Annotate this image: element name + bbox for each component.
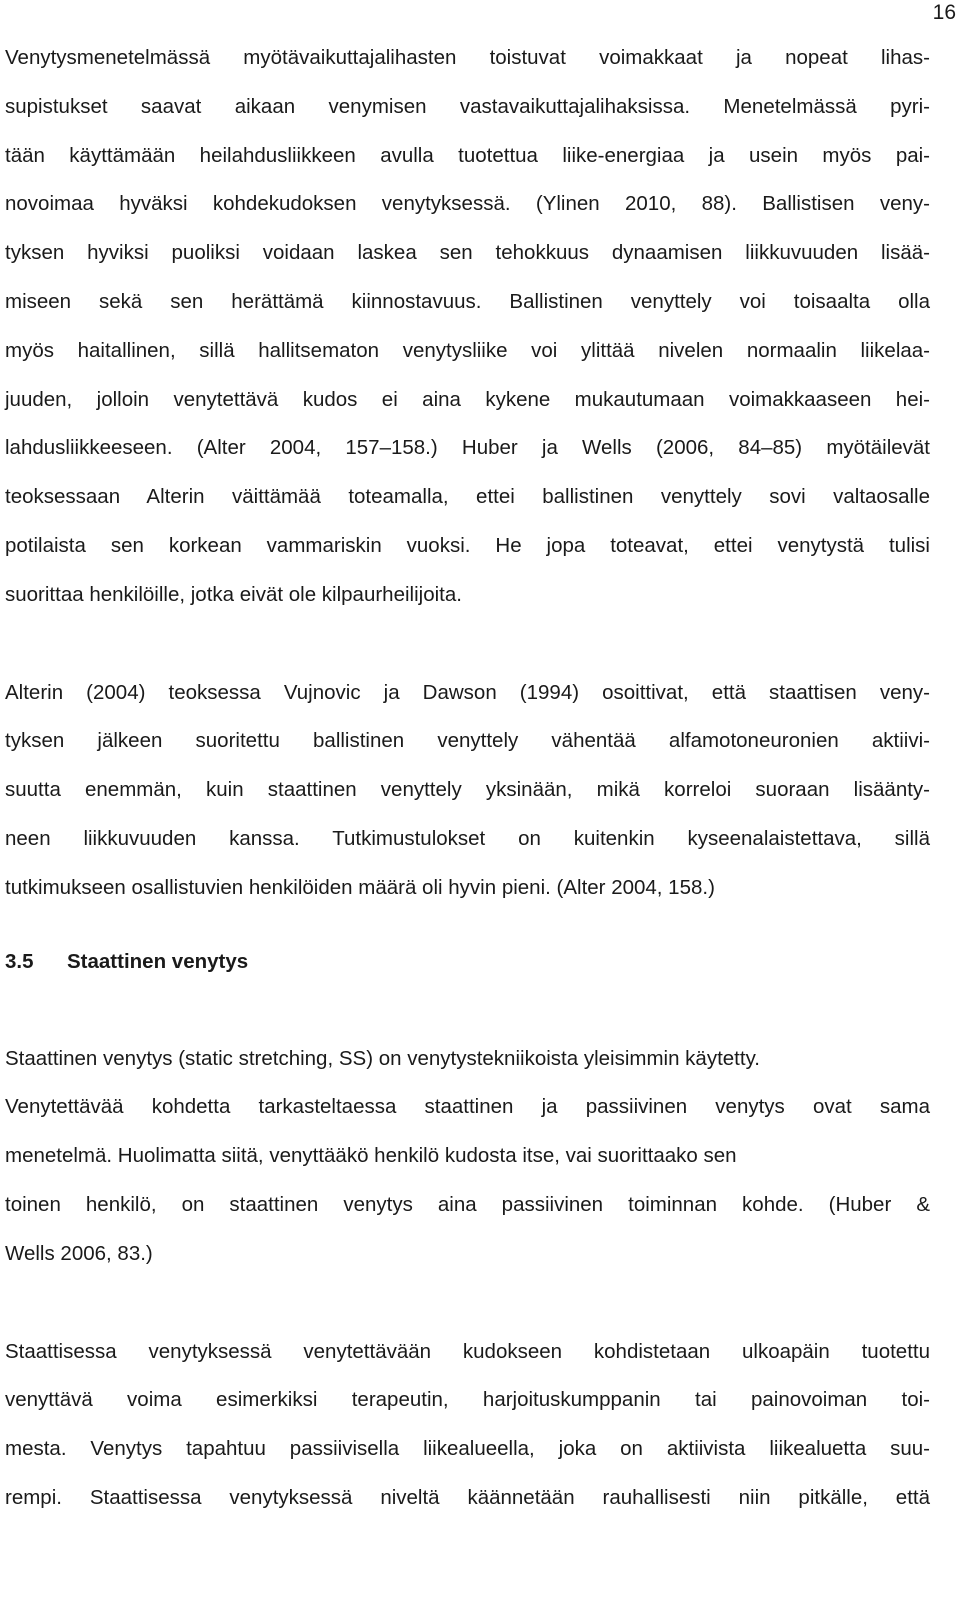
text-line: teoksessaan Alterin väittämää toteamalla, ettei ballistinen venyttely sovi valtaosalle bbox=[5, 485, 930, 509]
text-line: novoimaa hyväksi kohdekudoksen venytyksessä. (Ylinen 2010, 88). Ballistisen veny- bbox=[5, 192, 930, 216]
text-line: venyttävä voima esimerkiksi terapeutin, harjoituskumppanin tai painovoiman toi- bbox=[5, 1388, 930, 1412]
document-body bbox=[5, 43, 930, 1532]
text-line: potilaista sen korkean vammariskin vuoksi. He jopa toteavat, ettei venytystä tulisi bbox=[5, 533, 930, 557]
section-number: 3.5 bbox=[5, 949, 34, 973]
text-line: Staattinen venytys (static stretching, SS) on venytystekniikoista yleisimmin käytetty. bbox=[5, 1046, 760, 1070]
text-line: supistukset saavat aikaan venymisen vastavaikuttajalihaksissa. Menetelmässä pyri- bbox=[5, 94, 930, 118]
page-number: 16 bbox=[932, 1, 956, 24]
text-line: mesta. Venytys tapahtuu passiivisella liikealueella, joka on aktiivista liikealuetta suu- bbox=[5, 1437, 930, 1461]
text-line: tyksen jälkeen suoritettu ballistinen venyttely vähentää alfamotoneuronien aktiivi- bbox=[5, 729, 930, 753]
text-line: Venytettävää kohdetta tarkasteltaessa staattinen ja passiivinen venytys ovat sama bbox=[5, 1095, 930, 1119]
paragraph bbox=[5, 678, 930, 922]
section-heading bbox=[5, 947, 930, 977]
text-line: rempi. Staattisessa venytyksessä niveltä käännetään rauhallisesti niin pitkälle, että bbox=[5, 1485, 930, 1509]
paragraph bbox=[5, 1044, 930, 1288]
text-line: menetelmä. Huolimatta siitä, venyttääkö henkilö kudosta itse, vai suorittaako sen bbox=[5, 1144, 737, 1168]
text-line: lahdusliikkeeseen. (Alter 2004, 157–158.) Huber ja Wells (2006, 84–85) myötäilevät bbox=[5, 436, 930, 460]
text-line: tyksen hyviksi puoliksi voidaan laskea sen tehokkuus dynaamisen liikkuvuuden lisää- bbox=[5, 241, 930, 265]
text-line: Alterin (2004) teoksessa Vujnovic ja Dawson (1994) osoittivat, että staattisen veny- bbox=[5, 680, 930, 704]
text-line: toinen henkilö, on staattinen venytys aina passiivinen toiminnan kohde. (Huber & bbox=[5, 1192, 930, 1216]
text-line: Wells 2006, 83.) bbox=[5, 1241, 153, 1265]
text-line: suutta enemmän, kuin staattinen venyttely yksinään, mikä korreloi suoraan lisäänty- bbox=[5, 778, 930, 802]
text-line: miseen sekä sen herättämä kiinnostavuus. Ballistinen venyttely voi toisaalta olla bbox=[5, 289, 930, 313]
text-line: juuden, jolloin venytettävä kudos ei aina kykene mukautumaan voimakkaaseen hei- bbox=[5, 387, 930, 411]
text-line: tutkimukseen osallistuvien henkilöiden määrä oli hyvin pieni. (Alter 2004, 158.) bbox=[5, 875, 715, 899]
section-title: Staattinen venytys bbox=[67, 949, 249, 973]
text-line: Staattisessa venytyksessä venytettävään kudokseen kohdistetaan ulkoapäin tuotettu bbox=[5, 1339, 930, 1363]
paragraph bbox=[5, 1337, 930, 1532]
text-line: suorittaa henkilöille, jotka eivät ole kilpaurheilijoita. bbox=[5, 582, 462, 606]
text-line: myös haitallinen, sillä hallitsematon venytysliike voi ylittää nivelen normaalin liikelaa- bbox=[5, 338, 930, 362]
paragraph bbox=[5, 43, 930, 629]
text-line: Venytysmenetelmässä myötävaikuttajalihasten toistuvat voimakkaat ja nopeat lihas- bbox=[5, 46, 930, 69]
text-line: tään käyttämään heilahdusliikkeen avulla tuotettua liike-energiaa ja usein myös pai- bbox=[5, 143, 930, 167]
text-line: neen liikkuvuuden kanssa. Tutkimustulokset on kuitenkin kyseenalaistettava, sillä bbox=[5, 826, 930, 850]
